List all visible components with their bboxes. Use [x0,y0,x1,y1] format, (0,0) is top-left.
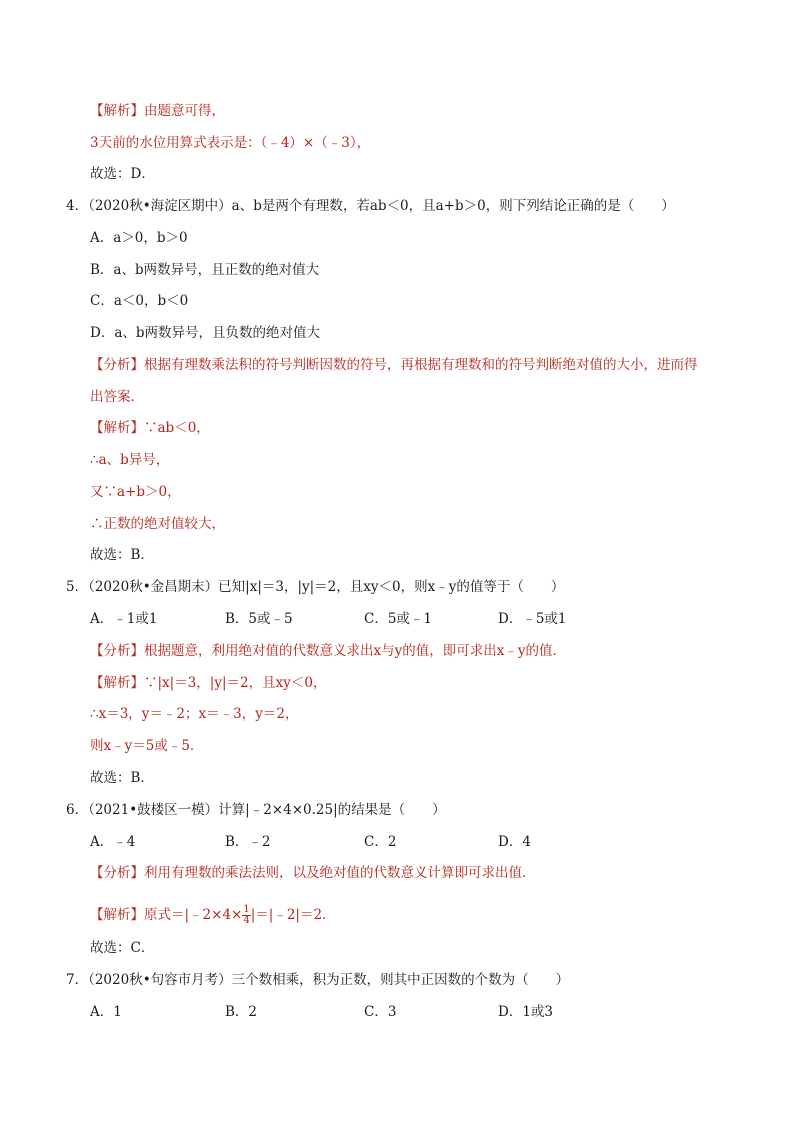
q3-analysis-line: 3天前的水位用算式表示是：（﹣4）×（﹣3）， [90,135,371,151]
q5-option-d: D．﹣5或1 [498,611,567,627]
q4-jiexi-line2: ∴a、b异号， [90,452,170,468]
q5-option-b: B．5或﹣5 [225,611,293,627]
q7-option-d: D．1或3 [498,1004,554,1020]
q5-fenxi: 【分析】根据题意，利用绝对值的代数意义求出x与y的值，即可求出x﹣y的值． [90,643,566,659]
q6-fraction-denominator: 4 [243,915,250,926]
q4-fenxi-line2: 出答案． [90,389,144,405]
q7-option-c: C．3 [364,1004,397,1020]
q7-option-a: A．1 [90,1004,122,1020]
q4-option-a: A．a＞0，b＞0 [90,230,188,246]
q4-fenxi-line1: 【分析】根据有理数乘法积的符号判断因数的符号，再根据有理数和的符号判断绝对值的大小，进而得 [90,357,698,373]
q7-stem: 7．（2020秋•句容市月考）三个数相乘，积为正数，则其中正因数的个数为（ ） [66,972,570,988]
q7-option-b: B．2 [225,1004,258,1020]
q6-option-b: B．﹣2 [225,834,271,850]
q6-jiexi [90,902,336,928]
q3-answer: 故选：D． [90,166,155,182]
q5-jiexi-line3: 则x﹣y＝5或﹣5． [90,738,204,754]
q5-option-c: C．5或﹣1 [364,611,433,627]
q4-option-b: B．a、b两数异号，且正数的绝对值大 [90,262,320,278]
q4-jiexi-line1: 【解析】∵ab＜0， [90,420,210,436]
q6-jiexi-post: |＝|﹣2|＝2． [250,907,336,923]
q5-option-a: A．﹣1或1 [90,611,158,627]
q6-fenxi: 【分析】利用有理数的乘法法则，以及绝对值的代数意义计算即可求出值． [90,865,536,881]
q6-option-a: A．﹣4 [90,834,136,850]
q6-option-d: D．4 [498,834,531,850]
q6-fraction [242,905,250,926]
q6-stem: 6．（2021•鼓楼区一模）计算|﹣2×4×0.25|的结果是（ ） [66,802,446,818]
q5-jiexi-line1: 【解析】∵|x|＝3，|y|＝2，且xy＜0， [90,675,327,691]
q4-jiexi-line4: ∴正数的绝对值较大， [90,516,225,532]
q4-stem: 4．（2020秋•海淀区期中）a、b是两个有理数，若ab＜0，且a+b＞0，则下列结论正确的是（ ） [66,198,675,214]
q5-answer: 故选：B． [90,770,154,786]
q5-stem: 5．（2020秋•金昌期末）已知|x|＝3，|y|＝2，且xy＜0，则x﹣y的值等于（ ） [66,579,565,595]
q6-jiexi-pre: 【解析】原式＝|﹣2×4× [90,907,243,923]
q4-jiexi-line3: 又∵a+b＞0， [90,484,181,500]
q5-jiexi-line2: ∴x＝3，y＝﹣2；x＝﹣3，y＝2， [90,706,299,722]
q4-option-c: C．a＜0，b＜0 [90,293,189,309]
q4-option-d: D．a、b两数异号，且负数的绝对值大 [90,325,321,341]
q6-answer: 故选：C． [90,940,155,956]
q3-analysis-label: 【解析】由题意可得， [90,103,225,119]
q6-fraction-numerator: 1 [243,904,250,915]
q4-answer: 故选：B． [90,547,154,563]
q6-option-c: C．2 [364,834,397,850]
